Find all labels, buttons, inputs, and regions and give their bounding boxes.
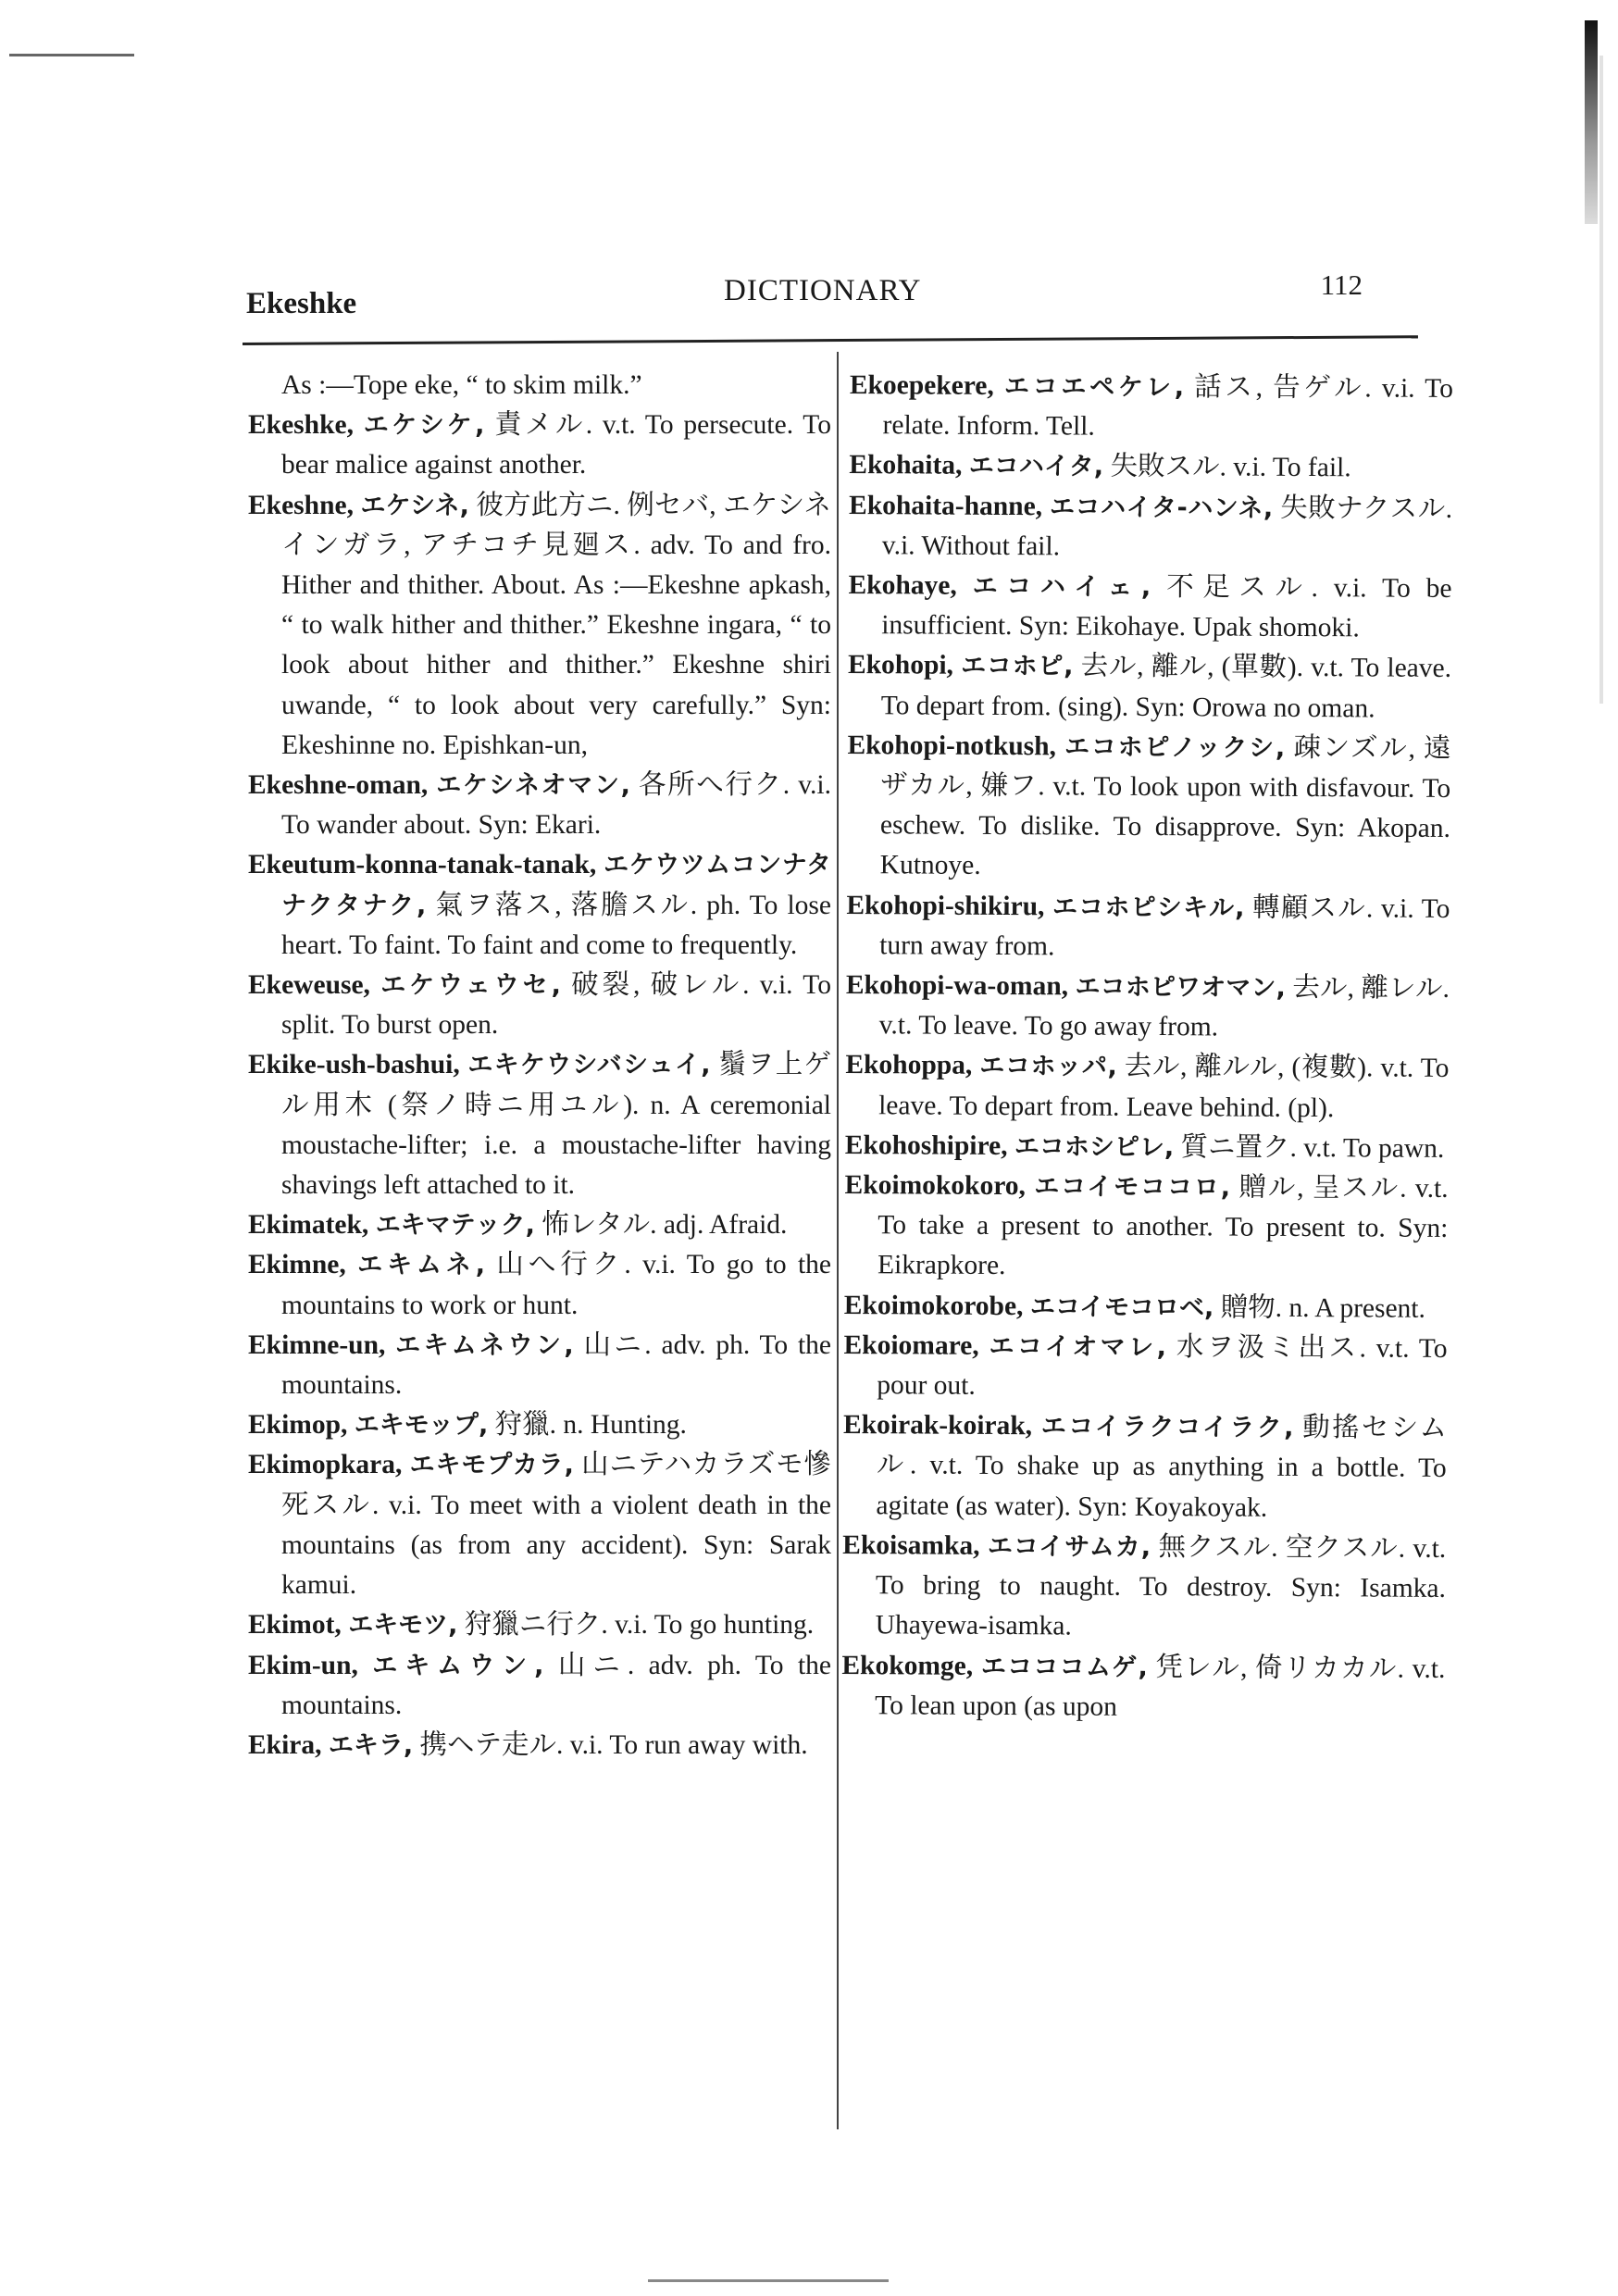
entry-katakana: エコホピノックシ, [1064,732,1286,763]
dictionary-entry [845,1045,1450,1129]
dictionary-entry [848,645,1452,729]
entry-katakana: エコイモココロ, [1034,1172,1231,1203]
entry-headword: Ekohaye, [848,570,957,601]
entry-katakana: エケウェウセ, [380,971,561,1001]
entry-katakana: エキラ, [328,1730,414,1760]
dictionary-entry [248,1045,831,1205]
dictionary-entry [844,1166,1449,1290]
entry-katakana: エコイサムカ, [987,1531,1151,1562]
entry-headword: Ekoirak-koirak, [842,1410,1033,1441]
dictionary-entry [248,1445,831,1605]
dictionary-entry [842,1526,1447,1650]
entry-headword: Ekeshne-oman, [248,770,429,801]
entry-headword: Ekimatek, [248,1210,369,1241]
entry-definition: 狩獵. n. Hunting. [494,1410,687,1441]
running-headword: Ekeshke [246,287,357,320]
entry-headword: Ekim-un, [248,1650,358,1680]
dictionary-entry [842,1405,1447,1529]
entry-definition: 怖レタル. adj. Afraid. [541,1210,788,1241]
entry-definition: 去ル, 離ル, (單數). v.t. To leave. To depart from. (sing). Syn: Orowa no oman. [880,651,1452,724]
entry-definition: 疎ンズル, 遠ザカル, 嫌フ. v.t. To look upon with disfavour. To eschew. To dislike. To disapprove. Syn: Akopan. Kutnoye. [879,732,1451,881]
entry-katakana: エコホピシキル, [1052,892,1245,923]
entry-headword: Ekoepekere, [849,369,994,401]
dictionary-entry [846,886,1450,969]
entry-continuation [248,366,831,406]
entry-katakana: エコハイタ, [968,452,1104,482]
entry-headword: Ekohopi-shikiru, [846,890,1045,921]
entry-definition: 失敗ナクスル. v.i. Without fail. [881,493,1453,562]
entry-definition: 不足スル. v.i. To be insufficient. Syn: Eikohaye. Upak shomoki. [881,572,1452,643]
entry-definition: 水ヲ汲ミ出ス. v.t. To pour out. [877,1332,1448,1401]
entry-definition: 轉顧スル. v.i. To turn away from. [879,892,1450,962]
entry-katakana: エキムネ, [357,1251,486,1280]
entry-headword: Ekohopi, [847,650,954,681]
entry-headword: Ekimne, [248,1250,346,1280]
entry-katakana: エコイラクコイラク, [1040,1412,1294,1443]
dictionary-entry [846,966,1450,1049]
entry-definition: 山ニ. adv. ph. To the mountains. [281,1650,831,1720]
entry-definition: 贈物. n. A present. [1220,1292,1426,1324]
dictionary-entry [845,1126,1449,1169]
entry-katakana: エコホピ, [961,652,1074,681]
entry-katakana: エコエペケレ, [1003,372,1185,403]
dictionary-entry [848,566,1452,649]
entry-definition: 破裂, 破レル. v.i. To split. To burst open. [281,970,832,1041]
entry-katakana: エコホシピレ, [1014,1131,1175,1163]
dictionary-entry [248,1726,831,1766]
entry-katakana: エケシネ, [360,491,469,520]
left-column [248,366,831,1766]
dictionary-entry [248,406,831,485]
header-rule [243,335,1418,345]
entry-definition: 狩獵ニ行ク. v.i. To go hunting. [464,1610,815,1641]
dictionary-entry [248,766,831,845]
entry-katakana: エキモプカラ, [409,1451,574,1480]
entry-katakana: エケシネオマン, [436,771,630,801]
dictionary-entry [849,486,1453,569]
column-divider [837,352,839,2129]
entry-definition: 去ル, 離ルル, (複數). v.t. To leave. To depart from. Leave behind. (pl). [878,1052,1450,1123]
entry-headword: Ekeutum-konna-tanak-tanak, [248,850,597,880]
entry-katakana: エコハイェ, [972,571,1151,603]
scan-artifact-top-right [1585,20,1598,224]
entry-headword: Ekohaita, [849,450,963,481]
entry-definition: 話ス, 告ゲル. v.i. To relate. Inform. Tell. [882,372,1453,442]
dictionary-entry [248,845,831,966]
entry-katakana: エキムネウン, [395,1330,574,1360]
entry-definition: 無クスル. 空クスル. v.t. To bring to naught. To destroy. Syn: Isamka. Uhayewa-isamka. [875,1531,1447,1641]
dictionary-entry [248,486,831,766]
entry-katakana: エキケウシバシュイ, [467,1051,711,1080]
entry-definition: 贈ル, 呈スル. v.t. To take a present to another. To present to. Syn: Eikrapkore. [877,1172,1449,1281]
entry-katakana: エケウツムコンナタナクタナク, [281,851,831,920]
scan-artifact-edge [1599,56,1603,704]
dictionary-entry [843,1326,1448,1409]
dictionary-entry [248,1646,831,1726]
dictionary-entry [847,726,1451,890]
entry-definition: 失敗スル. v.i. To fail. [1110,452,1351,483]
entry-headword: Ekoimokokoro, [844,1170,1027,1202]
entry-katakana: エコイモコロベ, [1029,1292,1214,1323]
entry-katakana: エキモツ, [348,1611,458,1641]
dictionary-entry [248,1405,831,1445]
entry-definition: 山ニテハカラズモ慘死スル. v.i. To meet with a violent death in the mountains (as from any accident). Syn: Sarak kamui. [281,1450,831,1601]
entry-headword: Ekimne-un, [248,1329,386,1360]
dictionary-entry [248,1205,831,1245]
entry-definition: 鬚ヲ上ゲル用木 (祭ノ時ニ用ユル). n. A ceremonial moustache-lifter; i.e. a moustache-lifter having shavings left attached to it. [281,1050,832,1201]
entry-headword: Ekimopkara, [248,1450,403,1480]
dictionary-entry [849,366,1453,449]
entry-headword: Ekoiomare, [843,1329,979,1361]
entry-definition: 氣ヲ落ス, 落膽スル. ph. To lose heart. To faint. To faint and come to frequently. [281,890,832,960]
entry-definition: 責メル. v.t. To persecute. To bear malice against another. [281,410,831,480]
dictionary-entry [248,1245,831,1325]
entry-katakana: エコハイタ-ハンネ, [1049,492,1274,523]
entry-definition: 動搖セシムル. v.t. To shake up as anything in a bottle. To agitate (as water). Syn: Koyakoyak. [876,1413,1448,1523]
entry-definition: 山ニ. adv. ph. To the mountains. [281,1329,831,1401]
dictionary-entry [248,1605,831,1645]
entry-katakana: エケシケ, [363,411,485,441]
dictionary-entry [844,1286,1448,1329]
page-number: 112 [1320,268,1363,301]
scan-artifact-bottom [648,2279,889,2282]
entry-headword: Ekeshke, [248,410,354,441]
entry-definition: 彼方此方ニ. 例セバ, エケシネインガラ, アチコチ見廻ス. adv. To and fro. Hither and thither. About. As :—Ekeshne apkash, “ to walk hither and thither.” Ekeshne ingara, “ to look about hither and thither.” Ekeshne shiri uwande, “ to look about very carefully.” Syn: Ekeshinne no. Epishkan-un, [281,490,831,760]
dictionary-entry [841,1645,1446,1728]
entry-headword: Ekohopi-wa-oman, [845,970,1069,1002]
entry-headword: Ekeshne, [248,490,354,520]
entry-katakana: エコココムゲ, [980,1652,1148,1682]
entry-definition: 携ヘテ走ル. v.i. To run away with. [419,1729,808,1760]
entry-headword: Ekimot, [248,1610,342,1641]
entry-headword: Ekimop, [248,1410,348,1441]
entry-katakana: エキモップ, [354,1411,489,1441]
entry-headword: Ekohopi-notkush, [847,730,1057,762]
entry-headword: Ekohaita-hanne, [848,490,1043,521]
entry-katakana: エコホッパ, [979,1052,1117,1082]
dictionary-entry [849,445,1452,489]
entry-headword: Ekohoppa, [845,1050,973,1081]
entry-definition: 各所へ行ク. v.i. To wander about. Syn: Ekari. [281,770,832,841]
entry-headword: Ekoisamka, [842,1529,980,1561]
dictionary-entry [248,966,831,1045]
entry-headword: Ekike-ush-bashui, [248,1050,460,1080]
scan-artifact-top-left [9,54,134,56]
dictionary-entry [248,1326,831,1405]
entry-katakana: エキマテック, [375,1211,535,1241]
entry-definition: 凭レル, 倚リカカル. v.t. To lean upon (as upon [875,1652,1446,1722]
entry-definition: 山へ行ク. v.i. To go to the mountains to work or hunt. [281,1250,832,1320]
page-header [243,259,1400,333]
entry-headword: Ekoimokorobe, [843,1290,1024,1321]
entry-headword: Ekohoshipire, [844,1129,1008,1161]
entry-katakana: エキムウン, [372,1651,544,1680]
right-column [841,366,1453,1729]
entry-headword: Ekeweuse, [248,970,370,1001]
entry-definition: 質ニ置ク. v.t. To pawn. [1180,1132,1445,1164]
continuation-text: As :—Tope eke, “ to skim milk.” [281,370,642,400]
entry-definition: 去ル, 離レル. v.t. To leave. To go away from. [878,972,1450,1042]
entry-katakana: エコホピワオマン, [1075,972,1286,1003]
entry-katakana: エコイオマレ, [989,1331,1167,1362]
page-title: DICTIONARY [724,274,922,307]
entry-headword: Ekira, [248,1729,322,1760]
entry-headword: Ekokomge, [841,1650,974,1681]
